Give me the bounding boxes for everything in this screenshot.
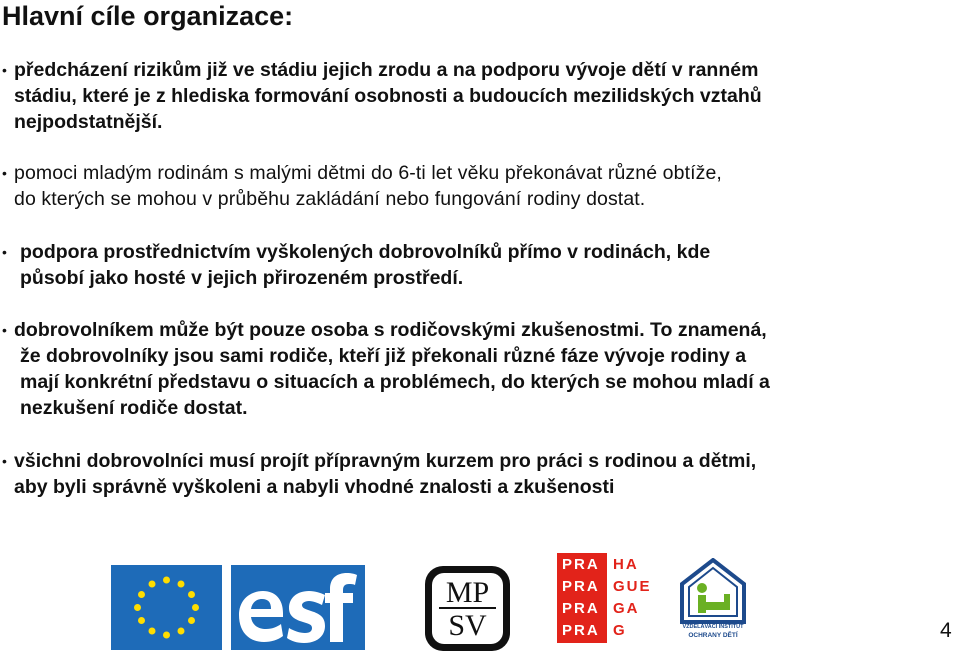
- institute-line2: OCHRANY DĚTÍ: [688, 632, 738, 639]
- bullet-dot-icon: •: [2, 62, 7, 78]
- bullet-line: stádiu, které je z hlediska formování osobnosti a budoucích mezilidských vztahů: [14, 85, 762, 107]
- bullet-line: do kterých se mohou v průběhu zakládání nebo fungování rodiny dostat.: [14, 188, 646, 210]
- bullet-line: podpora prostřednictvím vyškolených dobrovolníků přímo v rodinách, kde: [20, 241, 711, 263]
- bullet-line: pomoci mladým rodinám s malými dětmi do 6-ti let věku překonávat různé obtíže,: [14, 162, 722, 184]
- bullet-line: aby byli správně vyškoleni a nabyli vhodné znalosti a zkušenosti: [14, 476, 615, 498]
- praha-logo: [557, 553, 657, 643]
- institute-line1: VZDĚLÁVACÍ INSTITUT: [682, 624, 744, 630]
- praha-cell: PRA: [562, 556, 600, 573]
- bullet-dot-icon: •: [2, 322, 7, 338]
- praha-cell: PRA: [562, 600, 600, 617]
- bullet-item: [0, 239, 900, 291]
- bullet-line: mají konkrétní představu o situacích a problémech, do kterých se mohou mladí a: [20, 371, 770, 393]
- bullet-dot-icon: •: [2, 165, 7, 181]
- mpsv-line2: SV: [448, 609, 487, 642]
- bullet-dot-icon: •: [2, 244, 7, 260]
- bullet-line: působí jako hosté v jejich přirozeném prostředí.: [20, 267, 464, 289]
- institute-house-icon: [680, 558, 746, 624]
- bullet-item: [0, 57, 900, 135]
- praha-cell: GA: [613, 600, 640, 617]
- page-number: 4: [940, 619, 952, 642]
- mpsv-line1: MP: [445, 576, 490, 609]
- bullet-dot-icon: •: [2, 453, 7, 469]
- praha-cell: HA: [613, 556, 639, 573]
- praha-cell: G: [613, 622, 627, 639]
- bullet-item: [0, 317, 900, 421]
- praha-cell: PRA: [562, 578, 600, 595]
- bullet-line: nezkušení rodiče dostat.: [20, 397, 248, 419]
- bullet-line: předcházení rizikům již ve stádiu jejich zrodu a na podporu vývoje dětí v ranném: [14, 59, 759, 81]
- bullet-line: že dobrovolníky jsou sami rodiče, kteří již překonali různé fáze vývoje rodiny a: [20, 345, 747, 367]
- bullet-item: [0, 448, 900, 500]
- praha-cell: GUE: [613, 578, 652, 595]
- praha-cell: PRA: [562, 622, 600, 639]
- esf-logo: [231, 565, 365, 650]
- bullet-line: nejpodstatnější.: [14, 111, 163, 133]
- page-title: Hlavní cíle organizace:: [2, 1, 294, 31]
- bullet-line: dobrovolníkem může být pouze osoba s rodičovskými zkušenostmi. To znamená,: [14, 319, 767, 341]
- mpsv-logo: [425, 566, 510, 651]
- bullet-line: všichni dobrovolníci musí projít přípravným kurzem pro práci s rodinou a dětmi,: [14, 450, 757, 472]
- eu-flag-icon: [111, 565, 222, 650]
- institute-logo: [680, 558, 746, 642]
- bullet-item: [0, 160, 900, 212]
